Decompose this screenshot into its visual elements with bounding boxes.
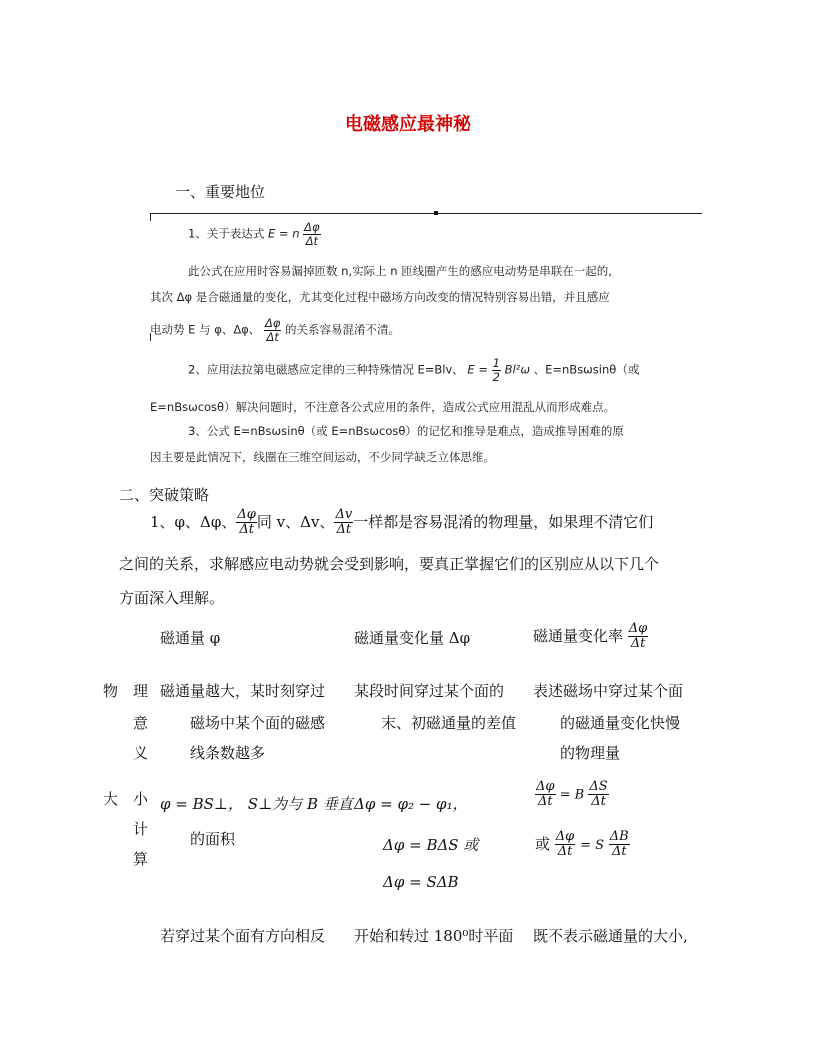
- top-rule: [150, 213, 702, 214]
- row2-label-1: 大: [103, 790, 119, 808]
- table-header-dphi: 磁通量变化量 Δφ: [354, 629, 471, 647]
- row2-phi-formula: φ = BS⊥， S⊥为与 B 垂直: [160, 795, 353, 813]
- row1-dphi-line2: 末、初磁通量的差值: [381, 714, 517, 732]
- row1-rate-line1: 表述磁场中穿过某个面: [533, 682, 684, 700]
- row3-phi: 若穿过某个面有方向相反: [160, 927, 326, 945]
- scan-p3-line1: 3、公式 E=nBsωsinθ（或 E=nBsωcosθ）的记忆和推导是难点，造成推导困难的原: [188, 424, 624, 438]
- section2-p1-line2: 之间的关系，求解感应电动势就会受到影响，要真正掌握它们的区别应从以下几个: [119, 555, 660, 573]
- scanned-excerpt: [150, 213, 702, 463]
- row2-phi-area: 的面积: [190, 830, 236, 848]
- section2-p1-line3: 方面深入理解。: [119, 589, 225, 607]
- section2-p1-line1: 1、φ、Δφ、 $\frac{\Delta\varphi}{\Delta t}$ 同 v、Δv、 $\frac{\Delta v}{\Delta t}$ 一样都是容易混淆的物理量，如果理不清它们: [150, 507, 654, 538]
- row3-rate: 既不表示磁通量的大小,: [533, 927, 688, 945]
- center-marker: [434, 211, 438, 215]
- section2-heading: 二、突破策略: [119, 486, 210, 504]
- row1-phi-line1: 磁通量越大，某时刻穿过: [160, 682, 326, 700]
- row2-label-3: 计: [133, 820, 149, 838]
- row1-phi-line2: 磁场中某个面的磁感: [190, 714, 326, 732]
- row2-dphi-formula2: Δφ = BΔS 或: [383, 836, 479, 854]
- row1-phi-line3: 线条数越多: [190, 744, 266, 762]
- row1-label-2: 理: [133, 682, 149, 700]
- row2-dphi-formula1: Δφ = φ₂ − φ₁，: [354, 795, 468, 813]
- row2-label-4: 算: [133, 850, 149, 868]
- scan-p1-line1: 此公式在应用时容易漏掉匝数 n,实际上 n 匝线圈产生的感应电动势是串联在一起的,: [188, 264, 612, 278]
- scan-p2-line1: 2、应用法拉第电磁感应定律的三种特殊情况 E=Blv、 E = $\frac{1}{2}$ Bl²ω 、E=nBsωsinθ（或: [188, 356, 640, 384]
- row1-rate-line2: 的磁通量变化快慢: [560, 714, 681, 732]
- scan-p1-line2: 其次 Δφ 是合磁通量的变化，尤其变化过程中磁场方向改变的情况特别容易出错，并且感应: [150, 290, 610, 304]
- row2-label-2: 小: [133, 790, 149, 808]
- row1-rate-line3: 的物理量: [560, 744, 621, 762]
- scan-p1-intro: 1、关于表达式 E = n $\frac{\Delta\varphi}{\Delta t}$: [188, 220, 320, 248]
- table-header-rate: 磁通量变化率 $\frac{\Delta\varphi}{\Delta t}$: [533, 621, 648, 652]
- row2-rate-eq1: $\frac{\Delta\varphi}{\Delta t}$ = B $\frac{\Delta S}{\Delta t}$: [536, 779, 608, 810]
- row1-label-3: 意: [133, 714, 149, 732]
- row1-label-1: 物: [103, 682, 119, 700]
- page-title: 电磁感应最神秘: [345, 114, 471, 135]
- scan-p1-line3: 电动势 E 与 φ、Δφ、 $\frac{\Delta\varphi}{\Delta t}$ 的关系容易混淆不清。: [150, 316, 401, 344]
- scan-p3-line2: 因主要是此情况下，线圈在三维空间运动，不少同学缺乏立体思维。: [150, 450, 495, 464]
- left-tick: [150, 213, 151, 221]
- section1-heading: 一、重要地位: [175, 183, 266, 201]
- row1-dphi-line1: 某段时间穿过某个面的: [354, 682, 505, 700]
- row3-dphi: 开始和转过 180⁰时平面: [354, 927, 514, 945]
- row2-dphi-formula3: Δφ = SΔB: [383, 873, 459, 891]
- scan-p2-line2: E=nBsωcosθ）解决问题时，不注意各公式应用的条件，造成公式应用混乱从而形成难点。: [150, 400, 616, 414]
- row2-rate-eq2: 或 $\frac{\Delta\varphi}{\Delta t}$ = S $\frac{\Delta B}{\Delta t}$: [535, 829, 629, 860]
- table-header-phi: 磁通量 φ: [160, 629, 221, 647]
- row1-label-4: 义: [133, 744, 149, 762]
- fraction-half: $\frac{1}{2}$: [492, 356, 500, 384]
- fraction-dphi-dt: $\frac{\Delta\varphi}{\Delta t}$: [304, 220, 320, 248]
